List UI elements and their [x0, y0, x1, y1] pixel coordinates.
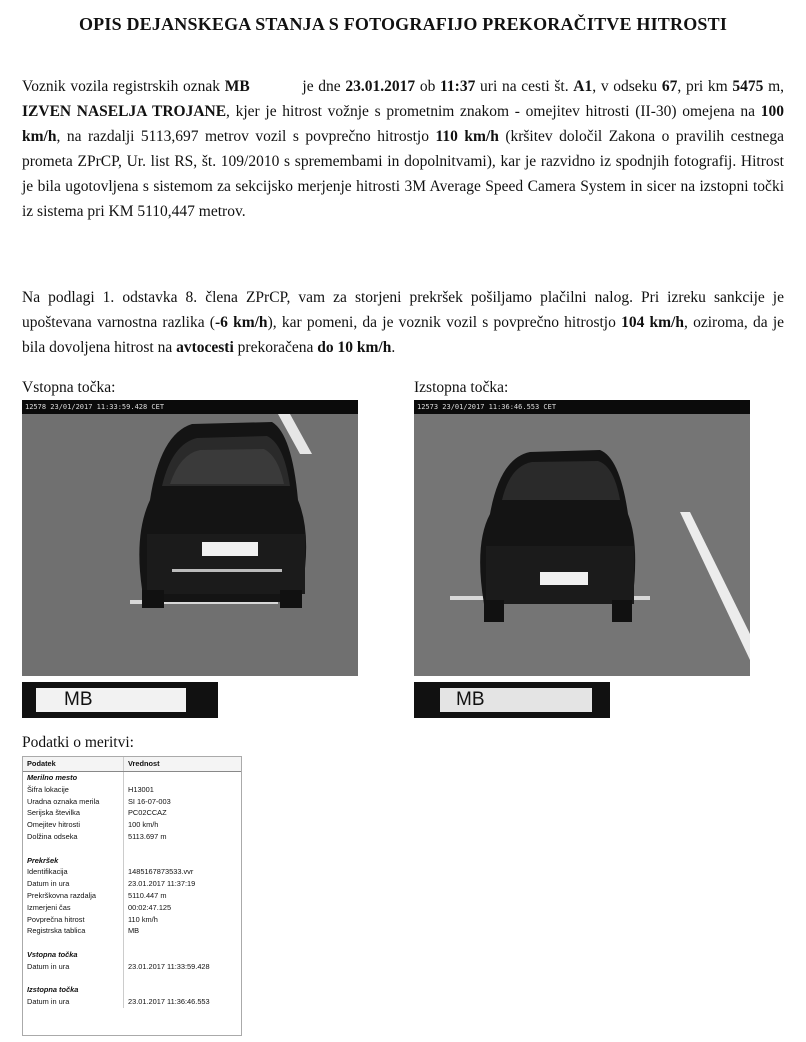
table-row — [23, 807, 241, 819]
cell-label — [23, 843, 124, 855]
table-row — [23, 937, 241, 949]
offence-time: 11:37 — [440, 78, 476, 95]
cell-label: Datum in ura — [23, 878, 124, 890]
speed-limit: 100 km/h — [22, 103, 784, 145]
exceedance: do 10 km/h — [317, 339, 392, 356]
cell-value — [124, 937, 241, 949]
table-row — [23, 902, 241, 914]
entry-plate-crop — [22, 682, 218, 718]
entry-caption: Vstopna točka: — [22, 379, 116, 396]
description-paragraph: Voznik vozila registrskih oznak MB je dne 23.01.2017 ob 11:37 uri na cesti št. A1, v odseku 67, pri km 5475 m, IZVEN NASELJA TROJANE, kjer je hitrost vožnje s prometnim znakom - omejitev hitrosti (II-30) omejena na 100 km/h, na razdalji 5113,697 metrov vozil s povprečno hitrostjo 110 km/h (kršitev določil Zakona o pravilih cestnega prometa ZPrCP, Ur. list RS, št. 109/2010 s spremembami in dopolnitvami), kar je razvidno iz spodnjih fotografij. Hitrost je bila ugotovljena s sistemom za sekcijsko merjenje hitrosti 3M Average Speed Camera System in sicer na izstopni točki iz sistema pri KM 5110,447 metrov. — [22, 78, 785, 220]
km-marker: 5475 — [732, 78, 764, 95]
cell-label: Serijska številka — [23, 807, 124, 819]
tolerance: -6 km/h — [214, 314, 268, 331]
cell-value: MB — [128, 926, 140, 936]
offence-date: 23.01.2017 — [345, 78, 416, 95]
header-podatek: Podatek — [23, 757, 124, 771]
sanction-paragraph: Na podlagi 1. odstavka 8. člena ZPrCP, vam za storjeni prekršek pošiljamo plačilni nalog. Pri izreku sankcije je upoštevana varnostna razlika (-6 km/h), kar pomeni, da je voznik vozil s povprečno hitrostjo 104 km/h, oziroma, da je bila dovoljena hitrost na avtocesti prekoračena do 10 km/h. — [22, 289, 785, 356]
table-row — [23, 878, 241, 890]
cell-value: H13001 — [128, 784, 154, 794]
adjusted-speed: 104 km/h — [621, 314, 684, 331]
cell-label: Prekršek — [23, 855, 124, 867]
table-row — [23, 890, 241, 902]
exit-photo — [414, 400, 750, 676]
road-number: A1 — [573, 78, 593, 95]
table-row — [23, 925, 241, 937]
cell-label: Omejitev hitrosti — [23, 819, 124, 831]
cell-value: 00:02:47.125 — [128, 902, 172, 912]
table-row — [23, 796, 241, 808]
cell-value: 23.01.2017 11:33:59.428 — [128, 961, 210, 971]
entry-photo — [22, 400, 358, 676]
cell-value — [124, 973, 241, 985]
cell-label: Izmerjeni čas — [23, 902, 124, 914]
entry-plate-text: MB — [36, 688, 186, 712]
table-row — [23, 866, 241, 878]
road-section: 67 — [661, 78, 678, 95]
table-row — [23, 819, 241, 831]
cell-label: Dolžina odseka — [23, 831, 124, 843]
cell-label: Datum in ura — [23, 961, 124, 973]
cell-value — [124, 843, 241, 855]
cell-label: Merilno mesto — [23, 772, 124, 784]
table-row — [23, 784, 241, 796]
cell-value: 23.01.2017 11:37:19 — [128, 879, 196, 889]
table-row — [23, 843, 241, 855]
exit-caption: Izstopna točka: — [414, 379, 509, 396]
cell-value: 1485167873533.vvr — [128, 867, 194, 877]
cell-label: Prekrškovna razdalja — [23, 890, 124, 902]
cell-value — [124, 949, 241, 961]
road-type: avtocesti — [176, 339, 234, 356]
cell-value — [124, 984, 241, 996]
cell-value: 100 km/h — [128, 820, 159, 830]
cell-label: Šifra lokacije — [23, 784, 124, 796]
cell-label: Povprečna hitrost — [23, 914, 124, 926]
section-row — [23, 984, 241, 996]
table-row — [23, 914, 241, 926]
section-row — [23, 772, 241, 784]
entry-car-image — [22, 414, 358, 676]
table-row — [23, 996, 241, 1008]
measurement-table — [22, 756, 242, 1036]
exit-timestamp: 12573 23/01/2017 11:36:46.553 CET — [414, 400, 750, 414]
table-row — [23, 831, 241, 843]
cell-label: Uradna oznaka merila — [23, 796, 124, 808]
cell-value — [124, 772, 241, 784]
cell-label: Identifikacija — [23, 866, 124, 878]
cell-label: Vstopna točka — [23, 949, 124, 961]
table-header — [23, 757, 241, 772]
entry-timestamp: 12578 23/01/2017 11:33:59.428 CET — [22, 400, 358, 414]
cell-label — [23, 973, 124, 985]
document-title: OPIS DEJANSKEGA STANJA S FOTOGRAFIJO PREKORAČITVE HITROSTI — [78, 14, 728, 34]
table-row — [23, 973, 241, 985]
cell-value: 110 km/h — [128, 914, 158, 924]
cell-value: 5113.697 m — [128, 831, 167, 841]
cell-value: 23.01.2017 11:36:46.553 — [128, 997, 210, 1007]
exit-car-image — [414, 414, 750, 676]
location: IZVEN NASELJA TROJANE — [22, 103, 227, 120]
cell-label: Izstopna točka — [23, 984, 124, 996]
header-vrednost: Vrednost — [128, 759, 160, 768]
section-row — [23, 855, 241, 867]
cell-label — [23, 937, 124, 949]
measured-speed: 110 km/h — [435, 128, 499, 145]
exit-plate-text: MB — [440, 688, 592, 712]
cell-label: Registrska tablica — [23, 925, 124, 937]
plate-number: MB — [224, 78, 250, 95]
cell-value: SI 16-07-003 — [128, 796, 171, 806]
cell-label: Datum in ura — [23, 996, 124, 1008]
cell-value: 5110.447 m — [128, 890, 167, 900]
table-row — [23, 961, 241, 973]
cell-value: PC02CCAZ — [128, 808, 167, 818]
measurement-caption: Podatki o meritvi: — [22, 734, 134, 751]
exit-plate-crop — [414, 682, 610, 718]
section-row — [23, 949, 241, 961]
cell-value — [124, 855, 241, 867]
